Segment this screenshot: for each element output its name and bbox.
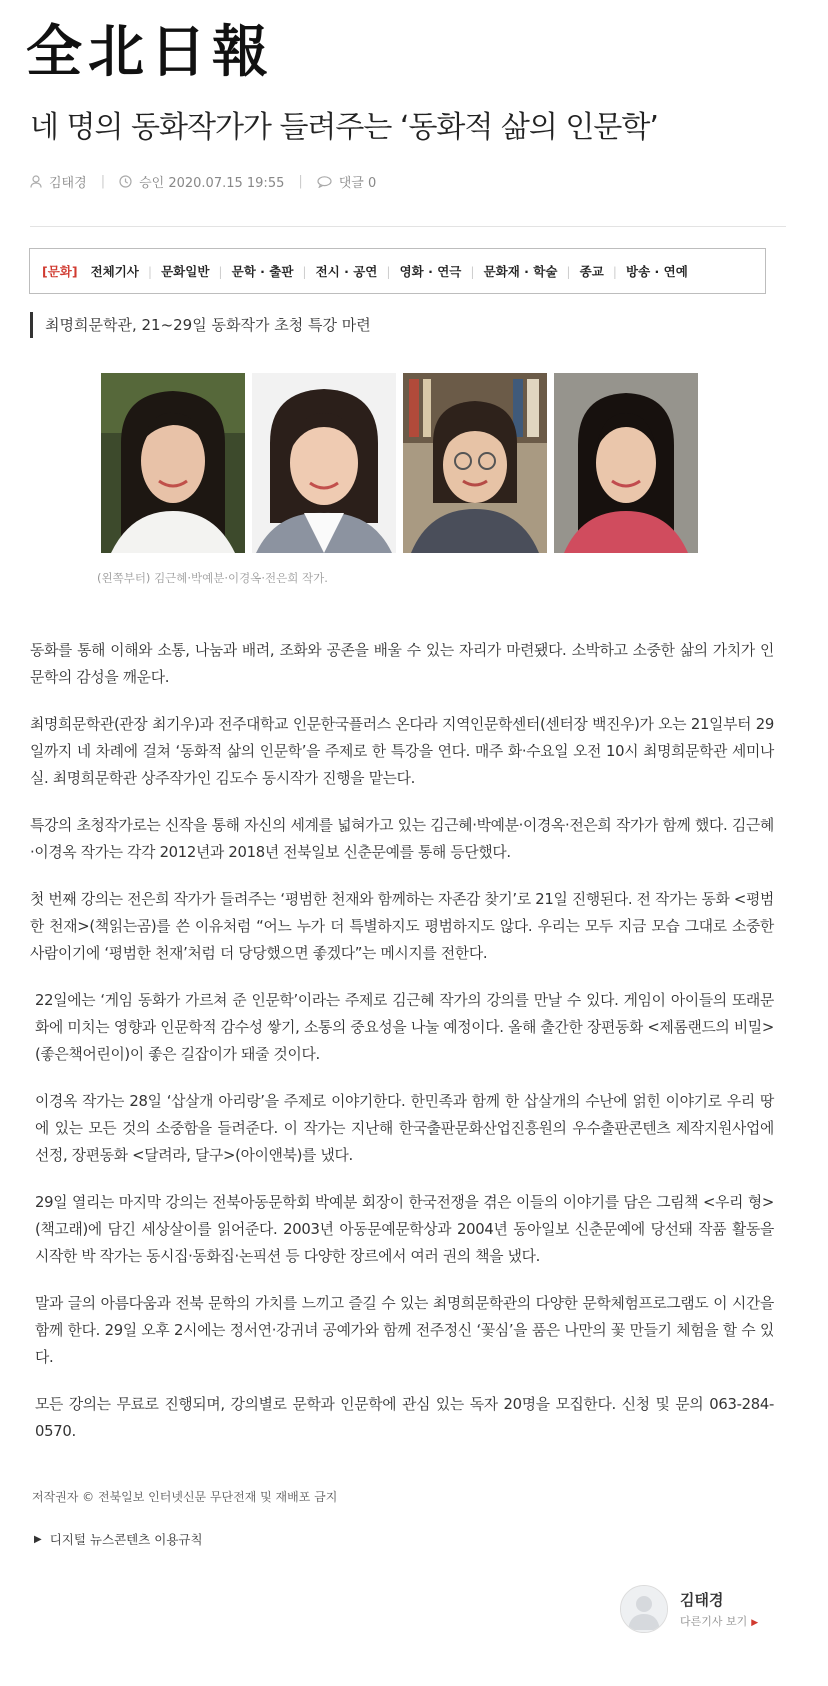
avatar[interactable] (620, 1585, 668, 1633)
copyright-notice: 저작권자 © 전북일보 인터넷신문 무단전재 및 재배포 금지 (32, 1490, 338, 1504)
article-meta (30, 172, 376, 191)
comment-count[interactable]: 댓글 0 (338, 176, 377, 191)
article-paragraph: 모든 강의는 무료로 진행되며, 강의별로 문학과 인문학에 관심 있는 독자 20명을 모집한다. 신청 및 문의 063-284-0570. (35, 1396, 774, 1440)
meta-divider: | (298, 174, 303, 189)
article-body (30, 637, 774, 1465)
article-subtitle: 최명희문학관, 21~29일 동화작가 초청 특강 마련 (30, 312, 371, 338)
site-logo[interactable]: 全北日報 (26, 19, 274, 85)
category-nav (29, 248, 766, 294)
approved-date: 승인 2020.07.15 19:55 (139, 176, 285, 191)
reporter-name[interactable]: 김태경 (680, 1591, 724, 1609)
digital-rules-link[interactable] (34, 1530, 203, 1548)
author-photo-1 (101, 373, 245, 553)
clock-icon (119, 175, 132, 188)
category-all[interactable]: 전체기사 (90, 264, 139, 279)
article-paragraph: 이경옥 작가는 28일 ‘삽살개 아리랑’을 주제로 이야기한다. 한민족과 함께 한 삽살개의 수난에 얽힌 이야기로 우리 땅에 있는 모든 것의 소중함을 들려준다. 이 작가는 지난해 한국출판문화산업진흥원의 우수출판콘텐츠 제작지원사업에 선정, 장편동화 <달려라, 달구>(아이앤북)를 냈다. (35, 1093, 774, 1164)
digital-rules-label[interactable]: 디지털 뉴스콘텐츠 이용규칙 (49, 1532, 203, 1547)
nav-separator: | (470, 263, 475, 279)
nav-separator: | (218, 263, 223, 279)
author-photo-2 (252, 373, 396, 553)
chevron-right-icon: ▶ (751, 1618, 759, 1628)
photo-caption: (왼쪽부터) 김근혜·박예분·이경옥·전은희 작가. (97, 571, 328, 585)
category-religion[interactable]: 종교 (579, 264, 604, 279)
article-paragraph: 동화를 통해 이해와 소통, 나눔과 배려, 조화와 공존을 배울 수 있는 자리가 마련됐다. 소박하고 소중한 삶의 가치가 인문학의 감성을 깨운다. (30, 642, 774, 686)
nav-separator: | (612, 263, 618, 279)
nav-separator: | (566, 263, 571, 279)
category-film-theater[interactable]: 영화 · 연극 (399, 264, 462, 279)
play-triangle-icon: ▶ (34, 1533, 42, 1545)
author-photo-4 (554, 373, 698, 553)
comment-icon (317, 176, 332, 188)
divider (30, 226, 786, 227)
article-paragraph: 29일 열리는 마지막 강의는 전북아동문학회 박예분 회장이 한국전쟁을 겪은 이들의 이야기를 담은 그림책 <우리 형>(책고래)에 담긴 세상살이를 읽어준다. 2003년 아동문예문학상과 2004년 동아일보 신춘문예에 당선돼 작품 활동을 시작한 박 작가는 동시집·동화집·논픽션 등 다양한 장르에서 여러 권의 책을 냈다. (35, 1194, 774, 1265)
author-photos (101, 373, 698, 553)
author-name[interactable]: 김태경 (49, 176, 87, 191)
category-broadcast[interactable]: 방송 · 연예 (626, 264, 688, 279)
more-articles-label[interactable]: 다른기사 보기 (680, 1615, 748, 1628)
more-articles-link[interactable] (680, 1613, 758, 1629)
article-paragraph: 말과 글의 아름다움과 전북 문학의 가치를 느끼고 즐길 수 있는 최명희문학관의 다양한 문학체험프로그램도 이 시간을 함께 한다. 29일 오후 2시에는 정서연·강귀녀 공예가와 함께 전주정신 ‘꽃심’을 품은 나만의 꽃 만들기 체험을 할 수 있다. (35, 1295, 774, 1366)
user-icon (30, 175, 42, 188)
nav-separator: | (386, 263, 391, 279)
category-exhibition[interactable]: 전시 · 공연 (315, 264, 378, 279)
nav-separator: | (302, 263, 307, 279)
article-title: 네 명의 동화작가가 들려주는 ‘동화적 삶의 인문학’ (30, 110, 658, 145)
current-category[interactable]: [문화] (42, 264, 78, 279)
author-photo-3 (403, 373, 547, 553)
article-paragraph: 최명희문학관(관장 최기우)과 전주대학교 인문한국플러스 온다라 지역인문학센터(센터장 백진우)가 오는 21일부터 29일까지 네 차례에 걸쳐 ‘동화적 삶의 인문학’을 주제로 한 특강을 연다. 매주 화·수요일 오전 10시 최명희문학관 세미나실. 최명희문학관 상주작가인 김도수 동시작가 진행을 맡는다. (30, 716, 774, 787)
article-paragraph: 첫 번째 강의는 전은희 작가가 들려주는 ‘평범한 천재와 함께하는 자존감 찾기’로 21일 진행된다. 전 작가는 동화 <평범한 천재>(책읽는곰)를 쓴 이유처럼 “어느 누가 더 특별하지도 평범하지도 않다. 우리는 모두 지금 모습 그대로 소중한 사람이기에 ‘평범한 천재’처럼 더 당당했으면 좋겠다”는 메시지를 전한다. (30, 891, 774, 962)
reporter-info (680, 1589, 758, 1629)
category-culture-general[interactable]: 문화일반 (161, 264, 210, 279)
nav-separator: | (147, 263, 153, 279)
meta-divider: | (100, 174, 106, 189)
category-heritage[interactable]: 문화재 · 학술 (483, 264, 558, 279)
category-literature[interactable]: 문학 · 출판 (231, 264, 294, 279)
reporter-box (620, 1585, 758, 1633)
article-paragraph: 특강의 초청작가로는 신작을 통해 자신의 세계를 넓혀가고 있는 김근혜·박예분·이경옥·전은희 작가가 함께 했다. 김근혜·이경옥 작가는 각각 2012년과 2018년 전북일보 신춘문예를 통해 등단했다. (30, 817, 774, 861)
article-paragraph: 22일에는 ‘게임 동화가 가르쳐 준 인문학’이라는 주제로 김근혜 작가의 강의를 만날 수 있다. 게임이 아이들의 또래문화에 미치는 영향과 인문학적 감수성 쌓기, 소통의 중요성을 나눌 예정이다. 올해 출간한 장편동화 <제롬랜드의 비밀>(좋은책어린이)이 좋은 길잡이가 돼줄 것이다. (35, 992, 774, 1063)
